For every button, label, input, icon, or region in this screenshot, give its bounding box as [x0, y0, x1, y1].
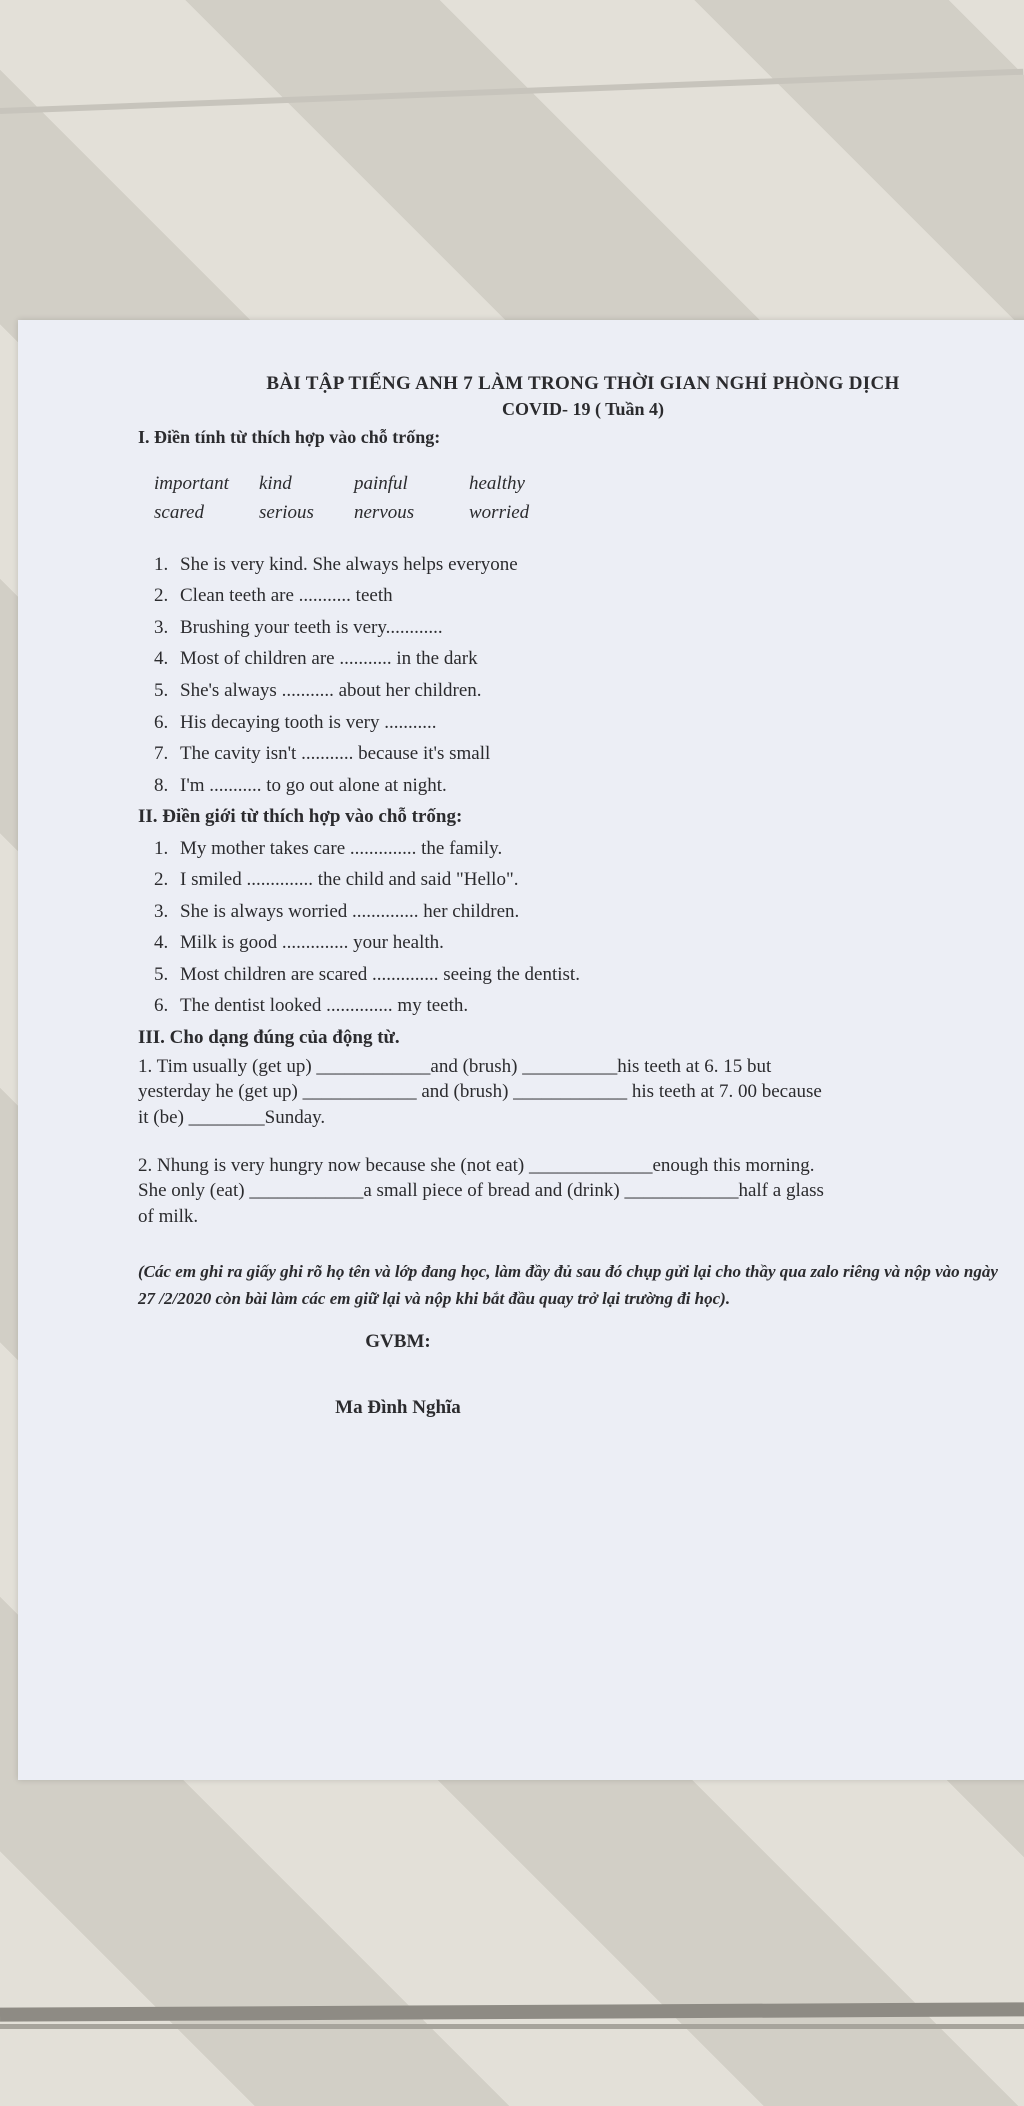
word-bank-item: serious [259, 502, 314, 524]
list-item [154, 898, 1008, 926]
word-bank-item: important [154, 472, 229, 494]
item-number: 4. [154, 932, 169, 954]
paragraph-line: it (be) ________Sunday. [138, 1106, 326, 1128]
item-number: 5. [154, 680, 169, 702]
section-2-list [154, 835, 1008, 1020]
item-number: 6. [154, 995, 169, 1017]
word-bank-item: healthy [469, 472, 525, 494]
list-item [154, 929, 1008, 957]
word-bank [154, 470, 1008, 527]
list-item [154, 677, 1008, 705]
item-text: Brushing your teeth is very............ [180, 616, 443, 638]
section-2-heading: II. Điền giới từ thích hợp vào chỗ trống: [138, 806, 463, 828]
item-number: 1. [154, 553, 169, 575]
item-number: 8. [154, 774, 169, 796]
item-text: Clean teeth are ........... teeth [180, 585, 393, 607]
item-text: My mother takes care .............. the family. [180, 837, 503, 859]
section-1-list [154, 551, 1008, 799]
list-item [154, 961, 1008, 989]
section-1-heading: I. Điền tính từ thích hợp vào chỗ trống: [138, 426, 441, 447]
word-bank-item: painful [354, 472, 408, 494]
item-text: Milk is good .............. your health. [180, 932, 444, 954]
list-item [154, 582, 1008, 610]
list-item [154, 992, 1008, 1020]
item-text: The dentist looked .............. my teeth. [180, 995, 469, 1017]
worksheet-title: BÀI TẬP TIẾNG ANH 7 LÀM TRONG THỜI GIAN NGHỈ PHÒNG DỊCH [266, 373, 900, 394]
list-item [154, 835, 1008, 863]
paragraph-line: She only (eat) ____________a small piece of bread and (drink) ____________half a glass [138, 1180, 824, 1202]
list-item [154, 866, 1008, 894]
list-item [154, 551, 1008, 579]
item-number: 3. [154, 900, 169, 922]
item-text: I smiled .............. the child and said "Hello". [180, 869, 519, 891]
word-bank-item: kind [259, 472, 292, 494]
instruction-note: (Các em ghi ra giấy ghi rõ họ tên và lớp đang học, làm đầy đủ sau đó chụp gửi lại cho thầy qua zalo riêng và nộp vào ngày 27 /2/2020 còn bài làm các em giữ lại và nộp khi bắt đầu quay trở lại trường đi học). [138, 1262, 998, 1308]
item-number: 2. [154, 585, 169, 607]
item-text: She is very kind. She always helps everyone [180, 553, 518, 575]
teacher-name: Ma Đình Nghĩa [335, 1396, 461, 1418]
item-number: 7. [154, 743, 169, 765]
item-text: The cavity isn't ........... because it's small [180, 743, 491, 765]
worksheet-paper [18, 320, 1024, 1780]
paragraph-line: yesterday he (get up) ____________ and (brush) ____________ his teeth at 7. 00 because [138, 1081, 822, 1103]
paragraph-line: of milk. [138, 1205, 199, 1227]
worksheet-content [138, 370, 1008, 1421]
list-item [154, 645, 1008, 673]
teacher-label: GVBM: [365, 1331, 431, 1353]
word-bank-item: scared [154, 502, 204, 524]
list-item [154, 772, 1008, 800]
word-bank-item: nervous [354, 502, 415, 524]
item-number: 5. [154, 963, 169, 985]
worksheet-subtitle: COVID- 19 ( Tuần 4) [501, 398, 665, 419]
item-text: Most of children are ........... in the dark [180, 648, 478, 670]
item-text: She's always ........... about her children. [180, 680, 482, 702]
item-number: 1. [154, 837, 169, 859]
word-bank-item: worried [469, 502, 530, 524]
item-number: 2. [154, 869, 169, 891]
item-number: 3. [154, 616, 169, 638]
item-number: 4. [154, 648, 169, 670]
item-text: She is always worried .............. her children. [180, 900, 520, 922]
exercise-paragraph-2 [138, 1153, 1008, 1230]
exercise-paragraph-1 [138, 1054, 1008, 1131]
paragraph-line: 1. Tim usually (get up) ____________and (brush) __________his teeth at 6. 15 but [138, 1055, 772, 1077]
item-text: I'm ........... to go out alone at night. [180, 774, 447, 796]
list-item [154, 614, 1008, 642]
paragraph-line: 2. Nhung is very hungry now because she (not eat) _____________enough this morning. [138, 1154, 815, 1176]
floor-edge-strip-lower [0, 2024, 1024, 2029]
list-item [154, 740, 1008, 768]
section-3-heading: III. Cho dạng đúng của động từ. [138, 1027, 400, 1049]
item-text: Most children are scared .............. seeing the dentist. [180, 963, 580, 985]
item-text: His decaying tooth is very ........... [180, 711, 437, 733]
item-number: 6. [154, 711, 169, 733]
list-item [154, 709, 1008, 737]
